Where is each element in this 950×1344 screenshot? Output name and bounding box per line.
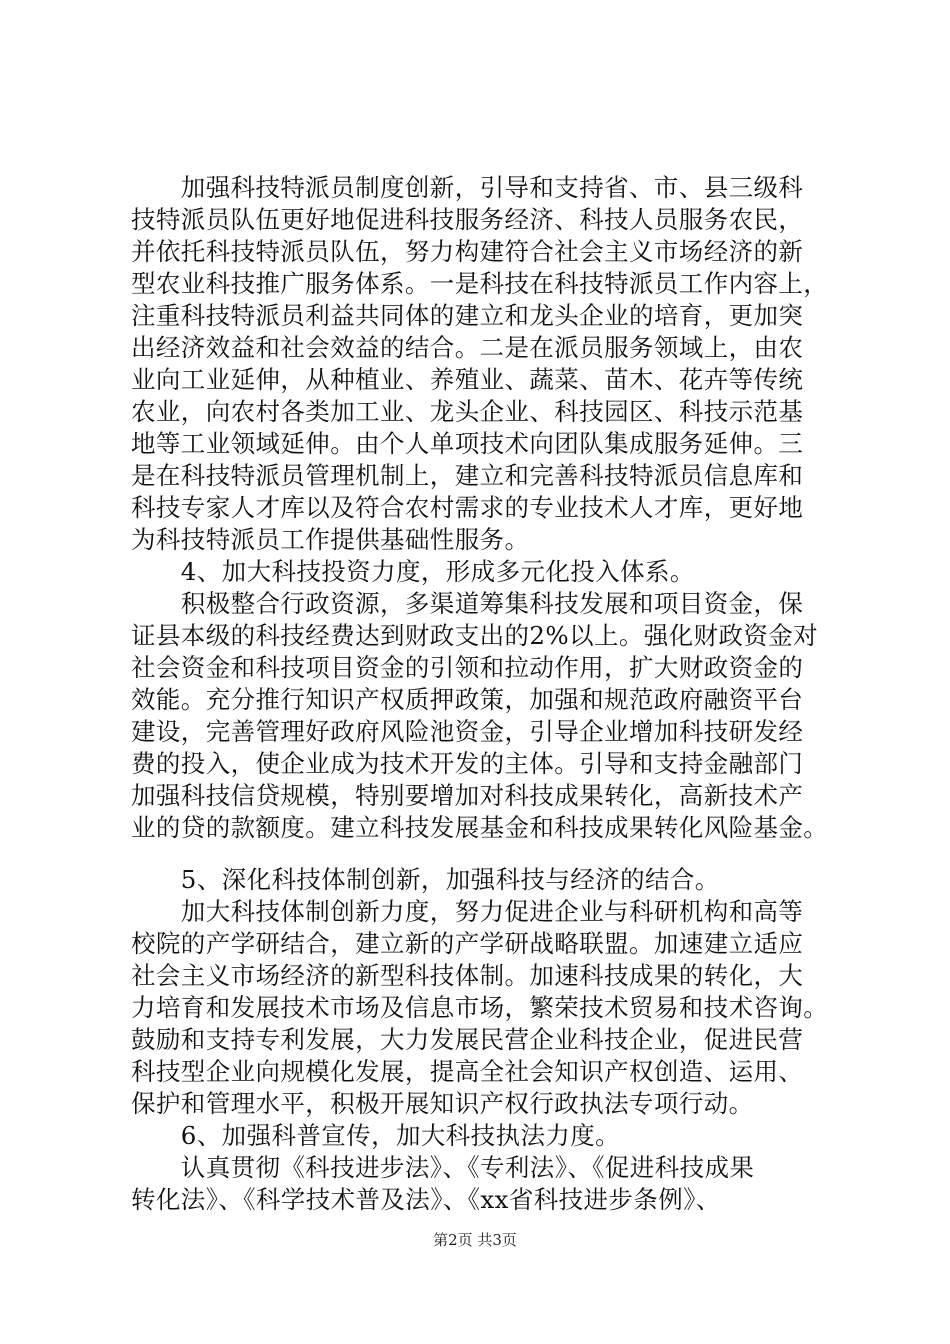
page-footer: 第2页 共3页 (433, 1231, 517, 1249)
paragraph-line: 社会主义市场经济的新型科技体制。加速科技成果的转化，大 (131, 961, 804, 990)
paragraph-line: 加强科技特派员制度创新，引导和支持省、市、县三级科 (131, 173, 804, 202)
paragraph-line: 校院的产学研结合，建立新的产学研战略联盟。加速建立适应 (131, 929, 804, 958)
paragraph-line: 转化法》、《科学技术普及法》、《xx省科技进步条例》、 (131, 1185, 721, 1214)
paragraph-line: 为科技特派员工作提供基础性服务。 (131, 525, 530, 554)
paragraph-line: 加大科技体制创新力度，努力促进企业与科研机构和高等 (131, 897, 804, 926)
paragraph-line: 建设，完善管理好政府风险池资金，引导企业增加科技研发经 (131, 717, 804, 746)
paragraph-line: 科技专家人才库以及符合农村需求的专业技术人才库，更好地 (131, 493, 804, 522)
paragraph-line: 积极整合行政资源，多渠道筹集科技发展和项目资金，保 (131, 589, 804, 618)
paragraph-line: 业向工业延伸，从种植业、养殖业、蔬菜、苗木、花卉等传统 (131, 365, 804, 394)
paragraph-line: 证县本级的科技经费达到财政支出的2%以上。强化财政资金对 (131, 621, 819, 650)
paragraph-line: 出经济效益和社会效益的结合。二是在派员服务领域上，由农 (131, 333, 804, 362)
section-heading: 5、深化科技体制创新，加强科技与经济的结合。 (131, 865, 720, 894)
paragraph-line: 型农业科技推广服务体系。一是科技在科技特派员工作内容上， (131, 269, 829, 298)
section-heading: 6、加强科普宣传，加大科技执法力度。 (131, 1121, 621, 1150)
section-heading: 4、加大科技投资力度，形成多元化投入体系。 (131, 557, 695, 586)
paragraph-line: 注重科技特派员利益共同体的建立和龙头企业的培育，更加突 (131, 301, 804, 330)
paragraph-line: 社会资金和科技项目资金的引领和拉动作用，扩大财政资金的 (131, 653, 804, 682)
paragraph-line: 鼓励和支持专利发展，大力发展民营企业科技企业，促进民营 (131, 1025, 804, 1054)
paragraph-line: 认真贯彻《科技进步法》、《专利法》、《促进科技成果 (131, 1153, 755, 1182)
paragraph-line: 地等工业领域延伸。由个人单项技术向团队集成服务延伸。三 (131, 429, 804, 458)
paragraph-line: 力培育和发展技术市场及信息市场，繁荣技术贸易和技术咨询。 (131, 993, 829, 1022)
paragraph-line: 是在科技特派员管理机制上，建立和完善科技特派员信息库和 (131, 461, 804, 490)
paragraph-line: 加强科技信贷规模，特别要增加对科技成果转化，高新技术产 (131, 781, 804, 810)
paragraph-line: 技特派员队伍更好地促进科技服务经济、科技人员服务农民， (131, 205, 804, 234)
paragraph-line: 并依托科技特派员队伍，努力构建符合社会主义市场经济的新 (131, 237, 804, 266)
paragraph-line: 农业，向农村各类加工业、龙头企业、科技园区、科技示范基 (131, 397, 804, 426)
paragraph-line: 效能。充分推行知识产权质押政策，加强和规范政府融资平台 (131, 685, 804, 714)
paragraph-line: 保护和管理水平，积极开展知识产权行政执法专项行动。 (131, 1089, 754, 1118)
paragraph-line: 业的贷的款额度。建立科技发展基金和科技成果转化风险基金。 (131, 813, 829, 842)
paragraph-line: 费的投入，使企业成为技术开发的主体。引导和支持金融部门 (131, 749, 804, 778)
paragraph-line: 科技型企业向规模化发展，提高全社会知识产权创造、运用、 (131, 1057, 804, 1086)
